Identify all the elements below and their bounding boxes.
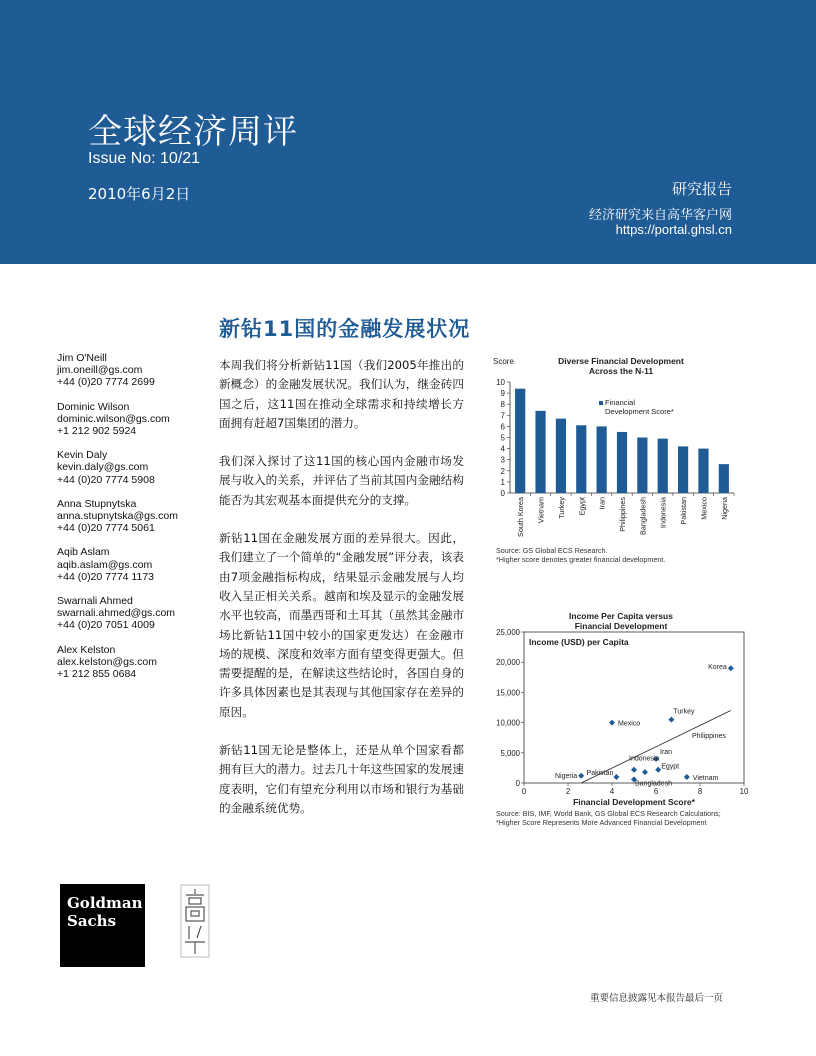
y-tick-label: 0 xyxy=(515,779,520,788)
point-label: Philippines xyxy=(692,733,726,741)
author-entry xyxy=(57,449,207,486)
author-email[interactable]: alex.kelston@gs.com xyxy=(57,655,157,668)
bar xyxy=(617,432,627,493)
y-tick-label: 10 xyxy=(496,378,505,387)
bar xyxy=(515,389,525,493)
scatter-point xyxy=(578,773,584,779)
x-tick-label: 6 xyxy=(653,787,659,796)
body-paragraph: 新钻11国无论是整体上，还是从单个国家看都拥有巨大的潜力。过去几十年这些国家的发展速度表明，它们有望充分利用以市场和银行为基础的金融系统优势。 xyxy=(219,743,464,815)
logo-line-2: Sachs xyxy=(67,912,117,930)
point-label: Vietnam xyxy=(692,774,719,782)
logo-line-1: Goldman xyxy=(67,894,143,912)
point-label: Bangladesh xyxy=(635,780,672,788)
y-tick-label: 6 xyxy=(500,422,505,432)
y-tick-label: 20,000 xyxy=(496,658,520,668)
bar xyxy=(637,438,647,494)
portal-url[interactable]: https://portal.ghsl.cn xyxy=(615,222,732,237)
scatter-point xyxy=(642,769,648,775)
x-tick-label: 4 xyxy=(609,787,615,796)
issue-number: Issue No: 10/21 xyxy=(88,150,201,167)
y-tick-label: 5 xyxy=(500,433,505,443)
publication-title: 全球经济周评 xyxy=(88,112,298,152)
y-tick-label: 1 xyxy=(500,477,505,487)
chart-note: *Higher score denotes greater financial development. xyxy=(496,555,666,564)
chart-source: Source: BIS, IMF, World Bank, GS Global ECS Research Calculations; xyxy=(496,809,721,818)
author-name: Alex Kelston xyxy=(57,643,116,656)
x-tick-label: 8 xyxy=(697,787,703,796)
x-tick-label: Iran xyxy=(597,497,607,510)
point-label: Egypt xyxy=(661,763,680,771)
point-label: Pakistan xyxy=(586,769,614,777)
y-tick-label: 15,000 xyxy=(496,688,520,698)
x-tick-label: 0 xyxy=(521,787,527,796)
x-tick-label: Pakistan xyxy=(679,497,689,525)
bar xyxy=(658,439,668,493)
author-phone: +44 (0)20 7051 4009 xyxy=(57,619,155,632)
body-paragraph: 本周我们将分析新钻11国（我们2005年推出的新概念）的金融发展状况。我们认为，继金砖四国之后，这11国在推动全球需求和持续增长方面拥有赶超7国集团的潜力。 xyxy=(219,358,464,430)
y-tick-label: 8 xyxy=(500,400,505,410)
report-type: 研究报告 xyxy=(671,180,732,198)
author-email[interactable]: kevin.daly@gs.com xyxy=(57,461,149,474)
bar xyxy=(556,419,566,493)
chart-source: Source: GS Global ECS Research. xyxy=(496,546,608,555)
y-tick-label: 9 xyxy=(500,389,505,399)
author-name: Dominic Wilson xyxy=(57,400,130,413)
author-name: Swarnali Ahmed xyxy=(57,595,133,608)
point-label: Turkey xyxy=(673,708,695,716)
chart-title: Income Per Capita versus xyxy=(569,611,673,621)
x-tick-label: Indonesia xyxy=(658,497,668,529)
author-email[interactable]: jim.oneill@gs.com xyxy=(57,364,143,377)
point-label: Indonesia xyxy=(629,755,660,763)
article-headline: 新钻11国的金融发展状况 xyxy=(219,317,471,341)
y-tick-label: 3 xyxy=(500,455,505,465)
scatter-point xyxy=(609,720,615,726)
author-phone: +44 (0)20 7774 1173 xyxy=(57,570,155,583)
author-name: Anna Stupnytska xyxy=(57,497,137,510)
x-tick-label: Egypt xyxy=(577,497,587,516)
body-paragraph: 新钻11国在金融发展方面的差异很大。因此，我们建立了一个简单的“金融发展”评分表，该表由7项金融指标构成，结果显示金融发展与人均收入呈正相关关系。越南和埃及显示的金融发展水平也较高，而墨西哥和土耳其（虽然其金融市场比新钻11国中较小的国家更发达）在金融市场的规模、深度和效率方面有望变得更强大。但需要提醒的是，在解读这些结论时，各国自身的许多具体因素也是其表现与其他国家存在差异的原因。 xyxy=(219,531,464,719)
y-tick-label: 10,000 xyxy=(496,718,520,728)
x-tick-label: Bangladesh xyxy=(638,497,648,535)
author-phone: +44 (0)20 7774 5061 xyxy=(57,522,155,535)
point-label: Korea xyxy=(708,664,727,672)
author-name: Kevin Daly xyxy=(57,449,108,462)
author-entry xyxy=(57,352,207,389)
author-email[interactable]: aqib.aslam@gs.com xyxy=(57,558,153,571)
scatter-point xyxy=(613,774,619,780)
bar xyxy=(597,426,607,493)
y-axis-label: Score xyxy=(493,357,514,366)
chart-note: *Higher Score Represents More Advanced Financial Development xyxy=(496,818,707,827)
author-entry xyxy=(57,498,207,535)
y-tick-label: 25,000 xyxy=(496,628,520,637)
point-label: Mexico xyxy=(618,720,641,728)
scatter-point xyxy=(684,774,690,780)
chart-title: Across the N-11 xyxy=(588,366,654,376)
scatter-point xyxy=(668,717,674,723)
point-label: Iran xyxy=(660,748,673,756)
body-paragraph: 我们深入探讨了这11国的核心国内金融市场发展与收入的关系，并评估了当前其国内金融结构能否为其宏观基本面提供充分的支撑。 xyxy=(219,454,464,507)
gaohua-seal-logo xyxy=(180,884,210,958)
bar xyxy=(576,425,586,493)
bar xyxy=(698,449,708,493)
point-label: Nigeria xyxy=(555,772,578,780)
chart-title: Diverse Financial Development xyxy=(558,356,684,366)
bar xyxy=(678,446,688,493)
x-axis-label: Financial Development Score* xyxy=(573,797,695,807)
author-name: Jim O'Neill xyxy=(57,352,107,364)
x-tick-label: 2 xyxy=(565,787,571,796)
x-tick-label: Turkey xyxy=(556,497,566,519)
author-entry xyxy=(57,401,207,438)
x-tick-label: Nigeria xyxy=(719,497,729,520)
legend-label: Financial xyxy=(605,398,636,407)
x-tick-label: Vietnam xyxy=(536,497,546,524)
x-tick-label: South Korea xyxy=(516,497,526,537)
source-line: 经济研究来自高华客户网 xyxy=(588,208,732,223)
legend-swatch xyxy=(599,401,603,405)
y-tick-label: 0 xyxy=(500,489,505,498)
y-axis-label: Income (USD) per Capita xyxy=(529,637,629,647)
x-tick-label: Philippines xyxy=(618,497,627,532)
chart-title: Financial Development xyxy=(574,621,668,631)
y-tick-label: 4 xyxy=(500,444,505,454)
income-vs-development-scatter-chart xyxy=(486,610,749,830)
y-tick-label: 5,000 xyxy=(500,748,520,758)
x-tick-label: Mexico xyxy=(699,497,709,520)
legend-label: Development Score* xyxy=(605,407,674,416)
author-phone: +44 (0)20 7774 2699 xyxy=(57,376,155,389)
author-phone: +1 212 855 0684 xyxy=(57,668,137,681)
author-entry xyxy=(57,644,207,681)
publication-date: 2010年6月2日 xyxy=(88,185,191,203)
bar xyxy=(535,411,545,493)
header-banner xyxy=(0,0,816,264)
y-tick-label: 7 xyxy=(500,411,505,421)
author-list xyxy=(57,352,207,692)
disclosure-footer: 重要信息披露见本报告最后一页 xyxy=(589,993,723,1004)
article-body xyxy=(219,356,464,837)
author-email[interactable]: dominic.wilson@gs.com xyxy=(57,412,170,425)
financial-development-bar-chart xyxy=(486,352,746,567)
author-phone: +1 212 902 5924 xyxy=(57,425,137,438)
author-entry xyxy=(57,595,207,632)
goldman-sachs-logo xyxy=(60,884,145,967)
author-email[interactable]: anna.stupnytska@gs.com xyxy=(57,510,178,523)
scatter-point xyxy=(631,767,637,773)
author-name: Aqib Aslam xyxy=(57,546,110,559)
scatter-point xyxy=(728,665,734,671)
x-tick-label: 10 xyxy=(739,787,749,796)
y-tick-label: 2 xyxy=(500,466,505,476)
bar xyxy=(719,464,729,493)
author-entry xyxy=(57,546,207,583)
author-email[interactable]: swarnali.ahmed@gs.com xyxy=(57,607,176,620)
author-phone: +44 (0)20 7774 5908 xyxy=(57,473,155,486)
